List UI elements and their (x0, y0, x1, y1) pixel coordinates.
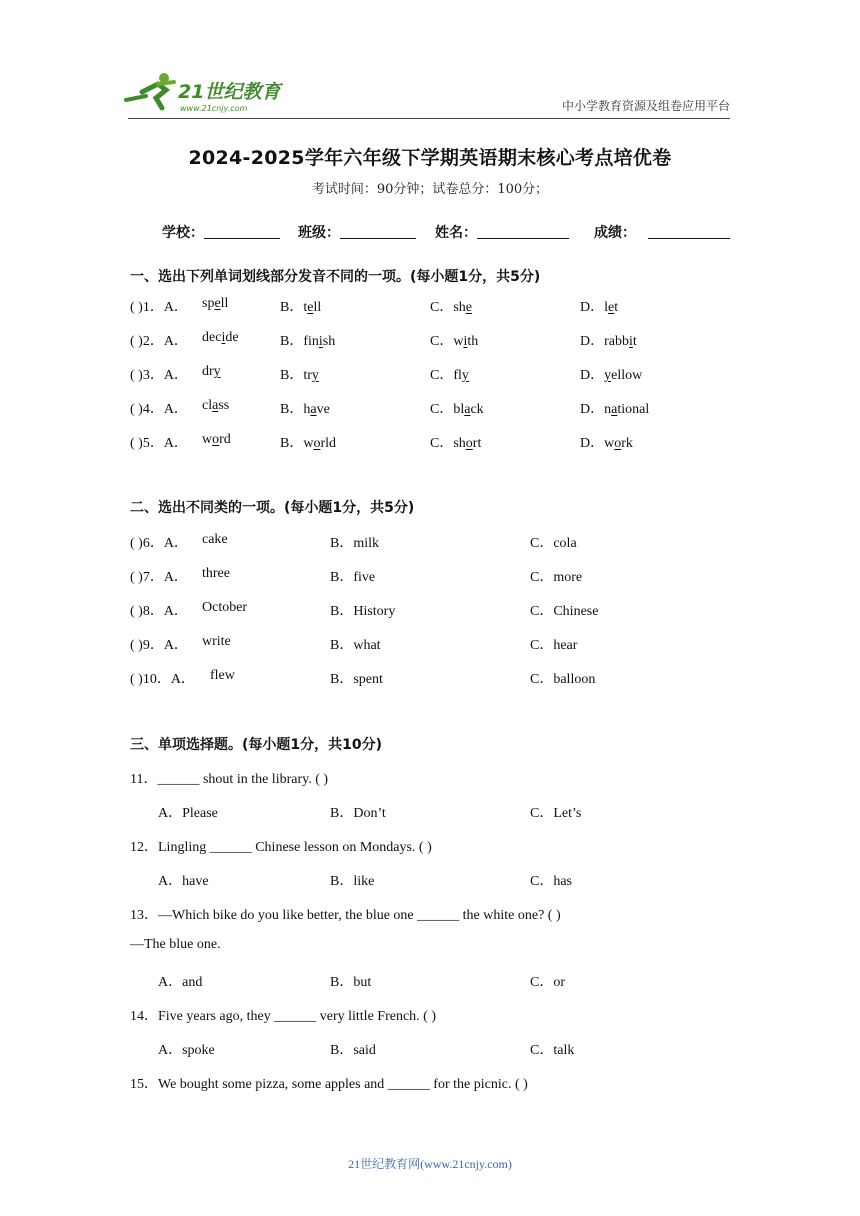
name-field[interactable] (435, 222, 569, 242)
option-a[interactable]: cake (202, 532, 228, 547)
option-c[interactable]: C．or (530, 975, 565, 990)
school-blank[interactable] (204, 224, 280, 239)
underlined-letters: y (461, 368, 469, 383)
option-c[interactable]: C．fly (430, 368, 469, 383)
option-b[interactable]: B．like (330, 874, 375, 889)
underlined-letters: o (614, 436, 622, 451)
section-3-heading: 三、单项选择题。(每小题1分，共10分) (130, 737, 383, 753)
option-c-word: she (453, 300, 473, 315)
question-text: 11．______ shout in the library. ( ) (130, 772, 329, 787)
underlined-letters: y (604, 368, 612, 383)
option-c[interactable]: C．she (430, 300, 473, 315)
name-label: 姓名： (435, 225, 477, 241)
underlined-letters: e (465, 300, 473, 315)
footer-site: 21世纪教育网(www.21cnjy.com) (348, 1157, 512, 1171)
underlined-letters: i (318, 334, 323, 349)
question-number: ( )10．A． (130, 672, 195, 687)
option-c[interactable]: C．talk (530, 1043, 575, 1058)
underlined-letters: o (313, 436, 321, 451)
option-c[interactable]: C．Let’s (530, 806, 582, 821)
underlined-letters: a (212, 398, 219, 413)
option-b-word: finish (303, 334, 336, 349)
score-blank[interactable] (648, 224, 730, 239)
question-text: 13．—Which bike do you like better, the blue one ______ the white one? ( ) (130, 908, 561, 923)
option-c[interactable]: C．hear (530, 638, 578, 653)
option-c[interactable]: C．with (430, 334, 479, 349)
class-field[interactable] (298, 222, 416, 242)
section-1-heading: 一、选出下列单词划线部分发音不同的一项。(每小题1分，共5分) (130, 269, 541, 285)
option-a[interactable]: write (202, 634, 231, 649)
option-d-word: yellow (604, 368, 643, 383)
option-a[interactable]: October (202, 600, 248, 615)
option-b-word: have (303, 402, 330, 417)
question-number: ( )3．A． (130, 368, 188, 383)
question-number: ( )1．A． (130, 300, 188, 315)
option-b-word: try (303, 368, 319, 383)
underlined-letters: o (212, 432, 220, 447)
class-blank[interactable] (340, 224, 416, 239)
question-text: 14．Five years ago, they ______ very little French. ( ) (130, 1009, 436, 1024)
header-divider (128, 118, 730, 119)
option-a[interactable]: A．spoke (158, 1043, 215, 1058)
option-c-word: short (453, 436, 482, 451)
underlined-letters: a (464, 402, 471, 417)
option-a[interactable]: A．and (158, 975, 203, 990)
option-c[interactable]: C．balloon (530, 672, 596, 687)
option-c[interactable]: C．more (530, 570, 583, 585)
underlined-letters: a (611, 402, 618, 417)
option-b[interactable]: B．but (330, 975, 372, 990)
question-number: ( )5．A． (130, 436, 188, 451)
option-b-word: tell (303, 300, 322, 315)
class-label: 班级： (298, 225, 340, 241)
option-b[interactable]: B．what (330, 638, 381, 653)
score-field[interactable] (594, 222, 730, 242)
option-b[interactable]: B．five (330, 570, 376, 585)
option-d-word: rabbit (604, 334, 637, 349)
option-a[interactable]: A．have (158, 874, 209, 889)
option-d[interactable]: D．let (580, 300, 619, 315)
option-d[interactable]: D．yellow (580, 368, 643, 383)
question-number: ( )7．A． (130, 570, 188, 585)
question-number: ( )4．A． (130, 402, 188, 417)
option-a: dry (202, 364, 221, 379)
site-logo (122, 70, 292, 116)
exam-title: 2024-2025学年六年级下学期英语期末核心考点培优卷 (188, 147, 672, 169)
question-text: 12．Lingling ______ Chinese lesson on Mondays. ( ) (130, 840, 432, 855)
option-a: word (202, 432, 231, 447)
underlined-letters: a (310, 402, 317, 417)
question-answer-line: —The blue one. (130, 937, 221, 952)
option-a: spell (202, 296, 229, 311)
option-c[interactable]: C．Chinese (530, 604, 599, 619)
option-a[interactable]: A．Please (158, 806, 218, 821)
option-a: class (202, 398, 230, 413)
question-number: ( )8．A． (130, 604, 188, 619)
question-number: ( )2．A． (130, 334, 188, 349)
option-d-word: national (604, 402, 650, 417)
logo-url: www.21cnjy.com (180, 104, 248, 113)
option-c-word: with (453, 334, 479, 349)
school-field[interactable] (162, 222, 280, 242)
underlined-letters: e (307, 300, 314, 315)
option-c[interactable]: C．black (430, 402, 484, 417)
underlined-letters: y (311, 368, 319, 383)
option-d[interactable]: D．rabbit (580, 334, 637, 349)
question-text: 15．We bought some pizza, some apples and ______ for the picnic. ( ) (130, 1077, 528, 1092)
option-d-word: work (604, 436, 633, 451)
logo-text: 21世纪教育 (178, 81, 281, 103)
option-b[interactable]: B．milk (330, 536, 380, 551)
option-b-word: world (303, 436, 337, 451)
option-b[interactable]: B．have (280, 402, 330, 417)
option-b[interactable]: B．finish (280, 334, 336, 349)
question-number: ( )6．A． (130, 536, 188, 551)
option-b[interactable]: B．world (280, 436, 337, 451)
option-b[interactable]: B．Don’t (330, 806, 386, 821)
option-d[interactable]: D．national (580, 402, 650, 417)
option-b[interactable]: B．spent (330, 672, 383, 687)
underlined-letters: i (463, 334, 468, 349)
platform-name: 中小学教育资源及组卷应用平台 (561, 99, 730, 113)
option-c[interactable]: C．cola (530, 536, 577, 551)
option-a[interactable]: three (202, 566, 230, 581)
underlined-letters: y (213, 364, 221, 379)
option-b[interactable]: B．said (330, 1043, 376, 1058)
question-number: ( )9．A． (130, 638, 188, 653)
section-2-heading: 二、选出不同类的一项。(每小题1分，共5分) (130, 500, 415, 516)
underlined-letters: i (629, 334, 633, 349)
option-d[interactable]: D．work (580, 436, 633, 451)
option-c-word: fly (453, 368, 469, 383)
option-a[interactable]: flew (210, 668, 235, 683)
underlined-letters: e (214, 296, 221, 311)
option-b[interactable]: B．tell (280, 300, 322, 315)
underlined-letters: i (221, 330, 226, 345)
option-d-word: let (604, 300, 619, 315)
exam-subtitle: 考试时间：90分钟；试卷总分：100分； (311, 182, 549, 197)
option-a: decide (202, 330, 239, 345)
underlined-letters: e (608, 300, 615, 315)
score-label: 成绩： (594, 225, 636, 241)
option-c[interactable]: C．has (530, 874, 572, 889)
option-b[interactable]: B．History (330, 604, 396, 619)
option-b[interactable]: B．try (280, 368, 319, 383)
name-blank[interactable] (477, 224, 569, 239)
option-c[interactable]: C．short (430, 436, 482, 451)
option-c-word: black (453, 402, 484, 417)
underlined-letters: o (465, 436, 473, 451)
school-label: 学校： (162, 225, 204, 241)
